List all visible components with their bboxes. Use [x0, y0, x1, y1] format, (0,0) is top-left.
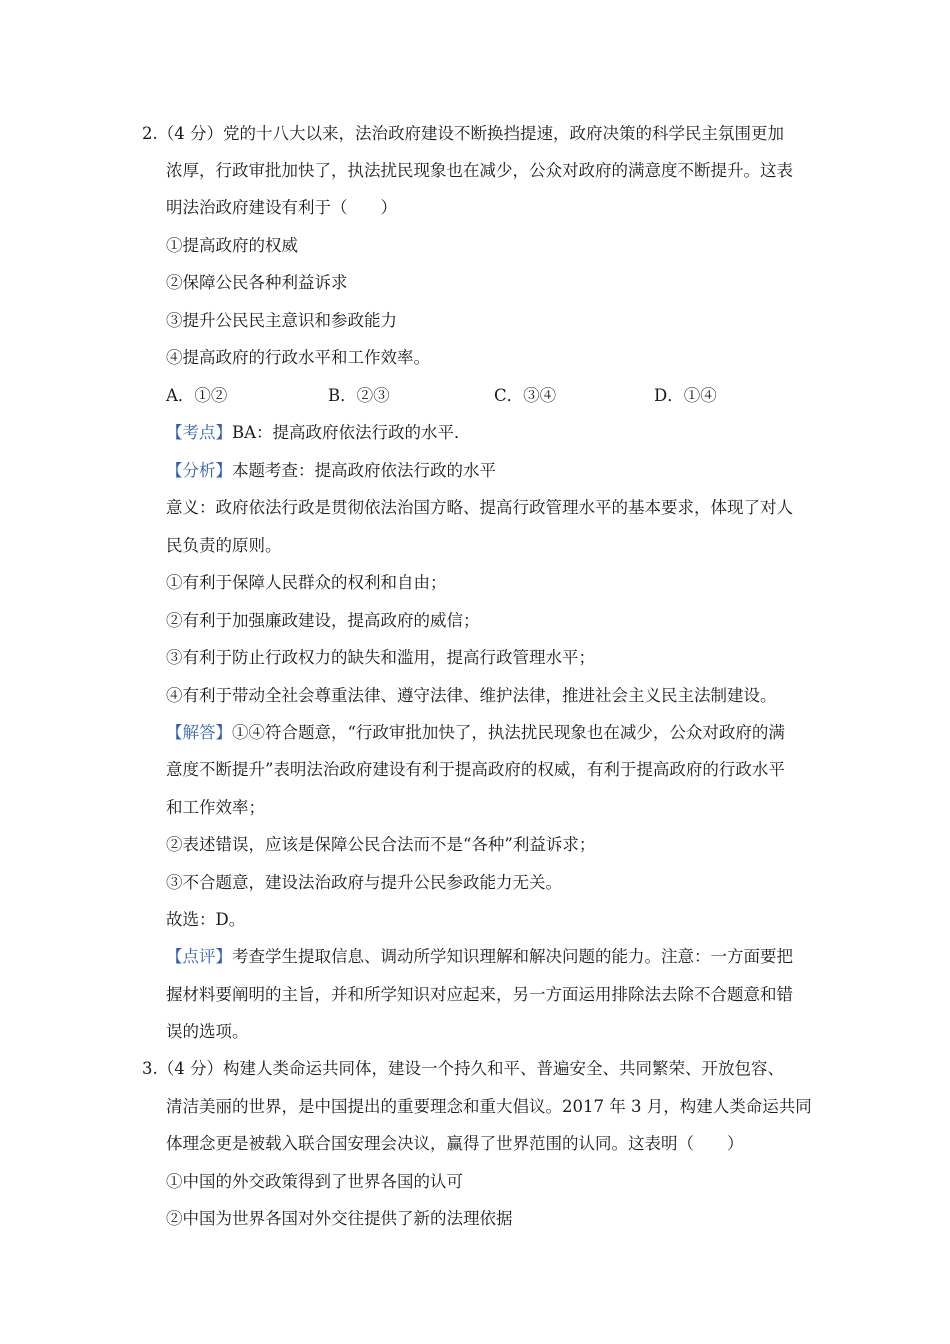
- q2-dianping: [166, 947, 793, 967]
- q2-option-a: A．①②: [166, 386, 228, 405]
- q2-jieda-line-5: 故选：D。: [166, 910, 246, 929]
- q2-option-d: D．①④: [654, 386, 717, 405]
- q3-statement-1: ①中国的外交政策得到了世界各国的认可: [166, 1172, 463, 1191]
- q2-fenxi-line-2: 民负责的原则。: [166, 536, 282, 555]
- fenxi-text: 本题考查：提高政府依法行政的水平: [232, 461, 496, 480]
- q2-statement-1: ①提高政府的权威: [166, 236, 298, 255]
- q2-fenxi-line-1: 意义：政府依法行政是贯彻依法治国方略、提高行政管理水平的基本要求，体现了对人: [166, 498, 793, 517]
- q2-statement-3: ③提升公民民主意识和参政能力: [166, 311, 397, 330]
- q2-jieda-line-3: ②表述错误，应该是保障公民合法而不是“各种”利益诉求；: [166, 835, 596, 854]
- q2-stem-line-3: 明法治政府建设有利于（ ）: [166, 198, 397, 217]
- q2-stem-line-1: 2.（4 分）党的十八大以来，法治政府建设不断换挡提速，政府决策的科学民主氛围更加: [142, 124, 784, 143]
- jieda-tag: 【解答】: [166, 723, 232, 742]
- q2-statement-2: ②保障公民各种利益诉求: [166, 273, 348, 292]
- q2-dianping-line-1: 握材料要阐明的主旨，并和所学知识对应起来，另一方面运用排除法去除不合题意和错: [166, 985, 793, 1004]
- q2-fenxi-line-6: ④有利于带动全社会尊重法律、遵守法律、维护法律，推进社会主义民主法制建设。: [166, 686, 777, 705]
- dianping-tag: 【点评】: [166, 947, 232, 966]
- q2-fenxi-line-5: ③有利于防止行政权力的缺失和滥用，提高行政管理水平；: [166, 648, 595, 667]
- fenxi-tag: 【分析】: [166, 461, 232, 480]
- dianping-text: 考查学生提取信息、调动所学知识理解和解决问题的能力。注意：一方面要把: [232, 947, 793, 966]
- q2-jieda: [166, 723, 785, 743]
- q2-jieda-line-2: 和工作效率；: [166, 798, 265, 817]
- kaodian-tag: 【考点】: [166, 423, 232, 442]
- q2-option-b: B．②③: [328, 386, 390, 405]
- q2-fenxi-line-3: ①有利于保障人民群众的权利和自由；: [166, 573, 447, 592]
- q2-fenxi-line-4: ②有利于加强廉政建设，提高政府的威信；: [166, 611, 480, 630]
- jieda-text: ①④符合题意，“行政审批加快了，执法扰民现象也在减少，公众对政府的满: [232, 723, 785, 742]
- kaodian-text: BA：提高政府依法行政的水平．: [232, 423, 471, 442]
- q2-statement-4: ④提高政府的行政水平和工作效率。: [166, 348, 430, 367]
- q3-statement-2: ②中国为世界各国对外交往提供了新的法理依据: [166, 1209, 513, 1228]
- q2-jieda-line-4: ③不合题意，建设法治政府与提升公民参政能力无关。: [166, 873, 562, 892]
- q3-stem-line-2: 清洁美丽的世界，是中国提出的重要理念和重大倡议。2017 年 3 月，构建人类命运共同: [166, 1097, 812, 1116]
- q2-dianping-line-2: 误的选项。: [166, 1022, 249, 1041]
- q3-stem-line-1: 3.（4 分）构建人类命运共同体，建设一个持久和平、普遍安全、共同繁荣、开放包容、: [142, 1059, 784, 1078]
- q2-fenxi: [166, 461, 496, 481]
- q3-stem-line-3: 体理念更是被载入联合国安理会决议，赢得了世界范围的认同。这表明（ ）: [166, 1134, 744, 1153]
- q2-jieda-line-1: 意度不断提升”表明法治政府建设有利于提高政府的权威，有利于提高政府的行政水平: [166, 760, 785, 779]
- q2-kaodian: [166, 423, 471, 443]
- q2-option-c: C．③④: [494, 386, 557, 405]
- q2-stem-line-2: 浓厚，行政审批加快了，执法扰民现象也在减少，公众对政府的满意度不断提升。这表: [166, 161, 793, 180]
